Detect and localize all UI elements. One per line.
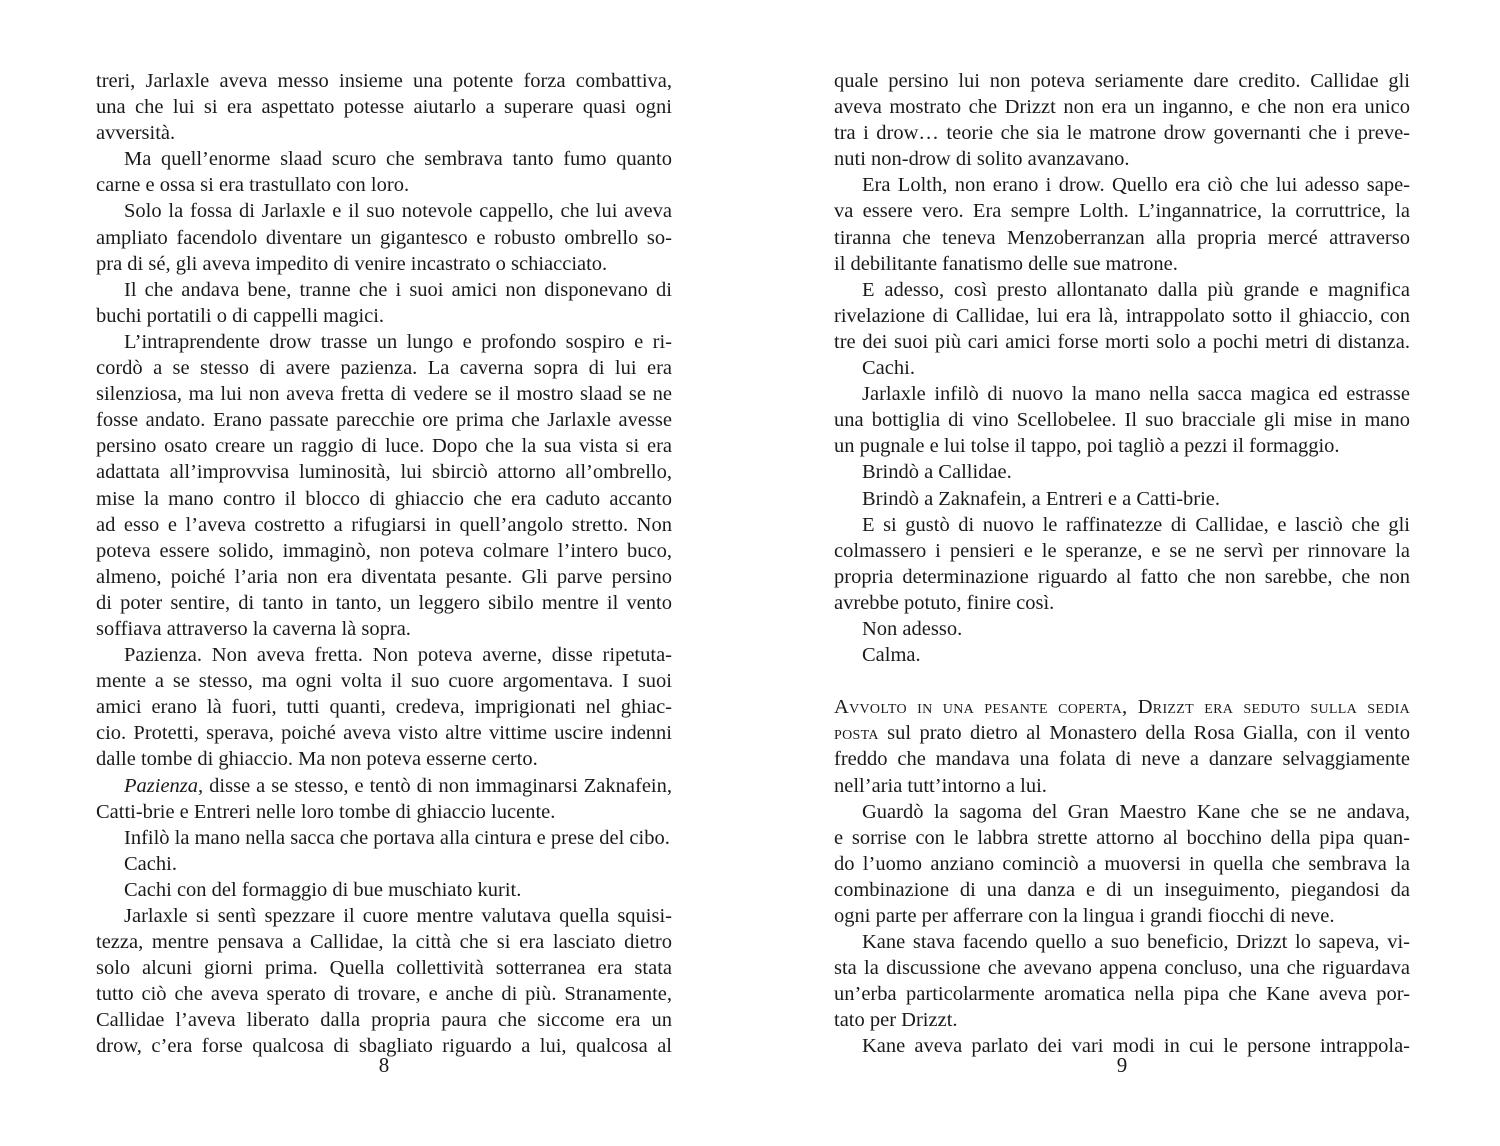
text-line xyxy=(96,929,672,955)
text-line xyxy=(96,355,672,381)
text-line xyxy=(834,512,1410,538)
line-text: Solo la fossa di Jarlaxle e il suo notevole cappello, che lui aveva xyxy=(124,200,672,223)
line-text: tato per Drizzt. xyxy=(834,1009,958,1032)
line-text: ogni parte per afferrare con la lingua i grandi fiocchi di neve. xyxy=(834,905,1335,927)
line-text: una bottiglia di vino Scellobelee. Il suo bracciale gli mise in mano xyxy=(834,409,1410,432)
text-line xyxy=(834,1007,1410,1033)
line-text: solo alcuni giorni prima. Quella collettività sotterranea era stata xyxy=(96,957,672,980)
line-text: propria determinazione riguardo al fatto che non sarebbe, che non xyxy=(834,565,1410,588)
text-line xyxy=(834,799,1410,825)
line-text: combinazione di una danza e di un inseguimento, piegandosi da xyxy=(834,878,1410,901)
line-text: Jarlaxle infilò di nuovo la mano nella sacca magica ed estrasse xyxy=(862,383,1410,406)
text-line xyxy=(834,590,1410,616)
text-line xyxy=(96,407,672,433)
text-line xyxy=(96,94,672,120)
text-line xyxy=(834,225,1410,251)
text-line xyxy=(834,355,1410,381)
text-line xyxy=(834,955,1410,981)
line-text: una che lui si era aspettato potesse aiutarlo a superare quasi ogni xyxy=(96,96,672,119)
italic-text: Pazienza xyxy=(124,774,199,797)
line-text: Cachi. xyxy=(862,357,915,380)
line-text: Kane aveva parlato dei vari modi in cui le persone intrappola- xyxy=(862,1035,1410,1058)
text-line xyxy=(96,303,672,329)
line-text: il debilitante fanatismo delle sue matrone. xyxy=(834,252,1178,275)
text-line xyxy=(96,773,672,799)
line-text: fosse andato. Erano passate parecchie ore prima che Jarlaxle avesse xyxy=(96,409,672,432)
line-text: soffiava attraverso la caverna là sopra. xyxy=(96,617,411,640)
line-text: Cachi. xyxy=(124,852,177,875)
text-line xyxy=(96,433,672,459)
line-text: aveva mostrato che Drizzt non era un inganno, e che non era unico xyxy=(834,96,1410,119)
line-text: E si gustò di nuovo le raffinatezze di Callidae, e lasciò che gli xyxy=(862,513,1410,536)
line-text: treri, Jarlaxle aveva messo insieme una potente forza combattiva, xyxy=(96,70,672,92)
line-text: e sorrise con le labbra strette attorno al bocchino della pipa quan- xyxy=(834,826,1410,849)
left-page-text xyxy=(96,68,672,1060)
text-line xyxy=(96,146,672,172)
text-line xyxy=(96,668,672,694)
text-line xyxy=(834,381,1410,407)
text-line xyxy=(96,616,672,642)
line-text: sul prato dietro al Monastero della Rosa Gialla, con il vento xyxy=(878,722,1410,745)
line-text: persino osato creare un raggio di luce. Dopo che la sua vista si era xyxy=(96,435,672,458)
line-text: , disse a se stesso, e tentò di non immaginarsi Zaknafein, xyxy=(198,774,672,797)
line-text: amici erano là fuori, tutti quanti, credeva, imprigionati nel ghiac- xyxy=(96,696,672,719)
text-line xyxy=(96,459,672,485)
line-text: Era Lolth, non erano i drow. Quello era ciò che lui adesso sape- xyxy=(862,174,1410,197)
text-line xyxy=(834,407,1410,433)
text-line xyxy=(96,329,672,355)
text-line xyxy=(96,120,672,146)
line-text: tra i drow… teorie che sia le matrone drow governanti che i preve- xyxy=(834,122,1410,145)
text-line xyxy=(96,225,672,251)
text-line xyxy=(834,459,1410,485)
line-text: quale persino lui non poteva seriamente dare credito. Callidae gli xyxy=(834,70,1410,92)
text-line xyxy=(96,198,672,224)
text-line xyxy=(834,642,1410,668)
line-text: un pugnale e lui tolse il tappo, poi tagliò a pezzi il formaggio. xyxy=(834,435,1340,458)
line-text: Ma quell’enorme slaad scuro che sembrava tanto fumo quanto xyxy=(124,148,672,171)
text-line xyxy=(96,1007,672,1033)
text-line xyxy=(96,590,672,616)
line-text: ad esso e l’aveva costretto a rifugiarsi in quell’angolo stretto. Non xyxy=(96,513,672,536)
line-text: avrebbe potuto, finire così. xyxy=(834,591,1055,614)
text-line xyxy=(96,277,672,303)
text-line xyxy=(834,981,1410,1007)
line-text: Jarlaxle si sentì spezzare il cuore mentre valutava quella squisi- xyxy=(124,905,672,927)
text-line xyxy=(96,172,672,198)
line-text: nell’aria tutt’intorno a lui. xyxy=(834,774,1047,797)
text-line xyxy=(834,277,1410,303)
line-text: buchi portatili o di cappelli magici. xyxy=(96,304,385,327)
text-line xyxy=(96,68,672,94)
line-text: mise la mano contro il blocco di ghiaccio che era caduto accanto xyxy=(96,487,672,510)
text-line xyxy=(834,929,1410,955)
text-line xyxy=(834,94,1410,120)
line-text: almeno, poiché l’aria non era diventata pesante. Gli parve persino xyxy=(96,565,672,588)
line-text: Calma. xyxy=(862,644,921,667)
line-text: tre dei suoi più cari amici forse morti solo a pochi metri di distanza. xyxy=(834,330,1410,353)
text-line xyxy=(96,642,672,668)
text-line xyxy=(834,329,1410,355)
text-line xyxy=(834,616,1410,642)
text-line xyxy=(834,198,1410,224)
text-line xyxy=(834,172,1410,198)
line-text: Il che andava bene, tranne che i suoi amici non disponevano di xyxy=(124,278,672,301)
line-text: rivelazione di Callidae, lui era là, intrappolato sotto il ghiaccio, con xyxy=(834,304,1410,327)
text-line xyxy=(834,746,1410,772)
line-text: Cachi con del formaggio di bue muschiato kurit. xyxy=(124,878,522,901)
line-text: tiranna che teneva Menzoberranzan alla propria mercé attraverso xyxy=(834,226,1410,249)
line-text: Catti-brie e Entreri nelle loro tombe di ghiaccio lucente. xyxy=(96,800,556,823)
line-text: Infilò la mano nella sacca che portava alla cintura e prese del cibo. xyxy=(124,826,670,849)
line-text: adattata all’improvvisa luminosità, lui sbirciò attorno all’ombrello, xyxy=(96,461,672,484)
line-text: colmassero i pensieri e le speranze, e se ne servì per rinnovare la xyxy=(834,539,1410,562)
page-number-left: 8 xyxy=(378,1053,390,1077)
text-line xyxy=(96,251,672,277)
text-line xyxy=(96,903,672,929)
text-line xyxy=(834,433,1410,459)
text-line xyxy=(834,303,1410,329)
text-line xyxy=(96,512,672,538)
text-line xyxy=(96,955,672,981)
text-line xyxy=(96,564,672,590)
line-text: avversità. xyxy=(96,122,176,145)
line-text: Pazienza. Non aveva fretta. Non poteva averne, disse ripetuta- xyxy=(124,644,672,667)
line-text: carne e ossa si era trastullato con loro. xyxy=(96,174,410,197)
text-line xyxy=(834,773,1410,799)
text-line xyxy=(834,694,1410,720)
line-text: drow, c’era forse qualcosa di sbagliato riguardo a lui, qualcosa al xyxy=(96,1035,672,1058)
text-line xyxy=(834,903,1410,929)
text-line xyxy=(834,668,1410,694)
text-line xyxy=(96,538,672,564)
text-line xyxy=(834,538,1410,564)
line-text: va essere vero. Era sempre Lolth. L’ingannatrice, la corruttrice, la xyxy=(834,200,1410,223)
text-line xyxy=(96,851,672,877)
text-line xyxy=(96,877,672,903)
line-text: Callidae l’aveva liberato dalla propria paura che siccome era un xyxy=(96,1009,672,1032)
text-line xyxy=(834,251,1410,277)
text-line xyxy=(96,746,672,772)
line-text: sta la discussione che avevano appena concluso, una che riguardava xyxy=(834,957,1410,980)
text-line xyxy=(96,825,672,851)
small-caps-text: Avvolto in una pesante coperta, Drizzt era seduto sulla sedia xyxy=(834,696,1410,719)
small-caps-text: posta xyxy=(834,722,879,745)
line-text: E adesso, così presto allontanato dalla più grande e magnifica xyxy=(862,278,1410,301)
text-line xyxy=(96,694,672,720)
line-text: ampliato facendolo diventare un gigantesco e robusto ombrello so- xyxy=(96,226,672,249)
text-line xyxy=(834,120,1410,146)
line-text: un’erba particolarmente aromatica nella pipa che Kane aveva por- xyxy=(834,983,1410,1006)
page-number-right: 9 xyxy=(1116,1053,1128,1077)
line-text: di poter sentire, di tanto in tanto, un leggero sibilo mentre il vento xyxy=(96,591,672,614)
line-text: Kane stava facendo quello a suo beneficio, Drizzt lo sapeva, vi- xyxy=(862,931,1410,954)
line-text: cordò a se stesso di avere pazienza. La caverna sopra di lui era xyxy=(96,357,672,380)
line-text: nuti non-drow di solito avanzavano. xyxy=(834,148,1130,171)
line-text: freddo che mandava una folata di neve a danzare selvaggiamente xyxy=(834,748,1410,771)
line-text: poteva essere solido, immaginò, non poteva colmare l’intero buco, xyxy=(96,539,672,562)
line-text: mente a se stesso, ma ogni volta il suo cuore argomentava. I suoi xyxy=(96,670,672,693)
text-line xyxy=(834,146,1410,172)
line-text: tezza, mentre pensava a Callidae, la città che si era lasciato dietro xyxy=(96,931,672,954)
line-text: Non adesso. xyxy=(862,617,963,640)
text-line xyxy=(96,381,672,407)
line-text: cio. Protetti, sperava, poiché aveva visto altre vittime uscire indenni xyxy=(96,722,672,745)
line-text: dalle tombe di ghiaccio. Ma non poteva esserne certo. xyxy=(96,748,538,771)
text-line xyxy=(834,851,1410,877)
line-text: do l’uomo anziano cominciò a muoversi in quella che sembrava la xyxy=(834,852,1410,875)
text-line xyxy=(834,564,1410,590)
text-line xyxy=(834,720,1410,746)
line-text: tutto ciò che aveva sperato di trovare, e anche di più. Stranamente, xyxy=(96,983,672,1006)
line-text: Guardò la sagoma del Gran Maestro Kane che se ne andava, xyxy=(862,800,1410,823)
line-text: Brindò a Zaknafein, a Entreri e a Catti-brie. xyxy=(862,487,1221,510)
line-text: L’intraprendente drow trasse un lungo e profondo sospiro e ri- xyxy=(124,330,672,353)
text-line xyxy=(834,877,1410,903)
text-line xyxy=(96,981,672,1007)
text-line xyxy=(834,825,1410,851)
text-line xyxy=(834,68,1410,94)
text-line xyxy=(834,486,1410,512)
text-line xyxy=(96,720,672,746)
line-text: silenziosa, ma lui non aveva fretta di vedere se il mostro slaad se ne xyxy=(96,383,672,406)
right-page-text xyxy=(834,68,1410,1060)
text-line xyxy=(96,486,672,512)
line-text: Brindò a Callidae. xyxy=(862,461,1012,484)
text-line xyxy=(96,799,672,825)
line-text: pra di sé, gli aveva impedito di venire incastrato o schiacciato. xyxy=(96,252,608,275)
